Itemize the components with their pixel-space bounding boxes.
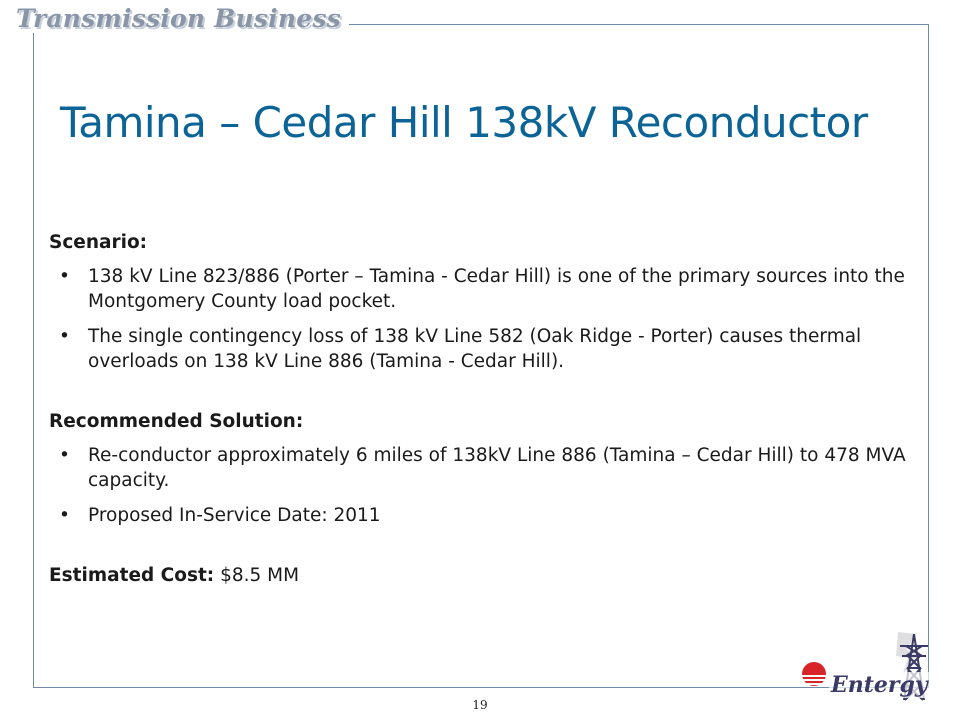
cost-label: Estimated Cost: — [49, 565, 215, 586]
bullet-dot: • — [59, 505, 70, 526]
logo-wordmark: Entergy — [831, 672, 928, 698]
spacer — [49, 538, 909, 563]
solution-list — [49, 443, 909, 528]
sun-icon — [802, 662, 826, 686]
scenario-heading: Scenario: — [49, 232, 148, 253]
list-item — [49, 443, 909, 493]
bullet-text: 138 kV Line 823/886 (Porter – Tamina - Cedar Hill) is one of the primary sources into the Montgomery County load pocket. — [88, 266, 905, 312]
scenario-list — [49, 264, 909, 374]
slide-content — [49, 230, 909, 588]
list-item — [49, 264, 909, 314]
cost-value: $8.5 MM — [220, 565, 300, 586]
solution-heading: Recommended Solution: — [49, 411, 304, 432]
cost-line — [49, 563, 909, 588]
bullet-dot: • — [59, 266, 70, 287]
bullet-text: The single contingency loss of 138 kV Line 582 (Oak Ridge - Porter) causes thermal overloads on 138 kV Line 886 (Tamina - Cedar Hill). — [88, 326, 862, 372]
bullet-dot: • — [59, 326, 70, 347]
slide-title: Tamina – Cedar Hill 138kV Reconductor — [60, 98, 868, 147]
brand-title: Transmission Business — [12, 4, 349, 33]
list-item — [49, 324, 909, 374]
page-number: 19 — [472, 698, 488, 712]
bullet-text: Re-conductor approximately 6 miles of 138kV Line 886 (Tamina – Cedar Hill) to 478 MVA capacity. — [88, 445, 906, 491]
bullet-dot: • — [59, 445, 70, 466]
bullet-text: Proposed In-Service Date: 2011 — [88, 505, 381, 526]
list-item — [49, 503, 909, 528]
spacer — [49, 384, 909, 409]
